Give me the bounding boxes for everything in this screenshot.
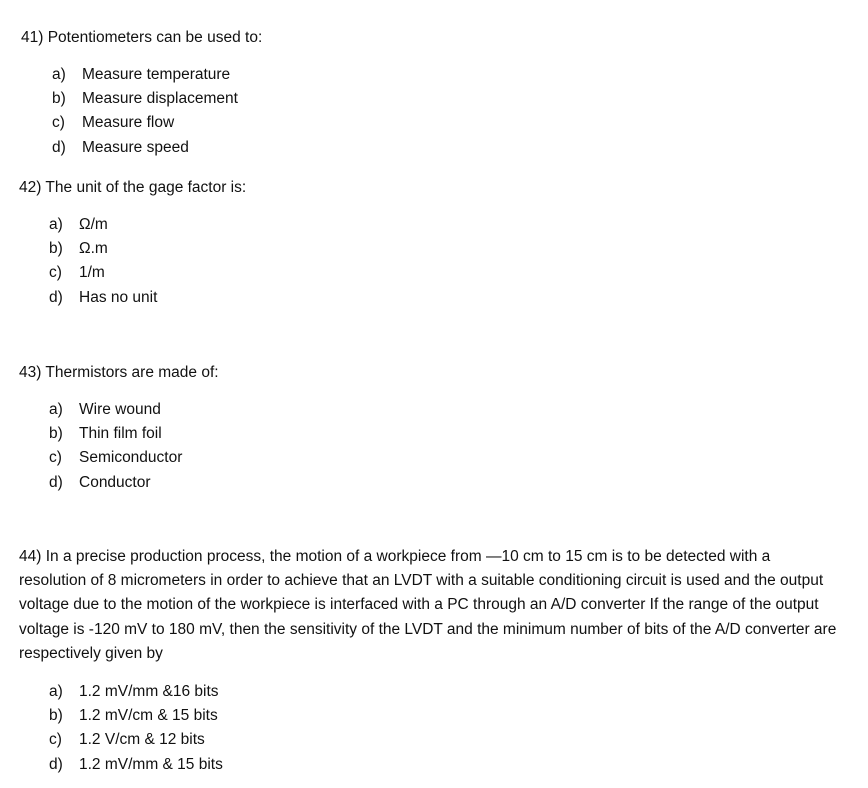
option-text: 1.2 V/cm & 12 bits <box>79 731 205 748</box>
option-text: Ω/m <box>79 216 108 233</box>
question-42-stem: 42) The unit of the gage factor is: <box>19 179 247 196</box>
option-text: 1.2 mV/mm & 15 bits <box>79 756 223 773</box>
option-text: Measure flow <box>82 114 175 131</box>
option-letter: b) <box>49 425 63 442</box>
option-text: Measure speed <box>82 139 189 156</box>
option-letter: c) <box>49 731 62 748</box>
option-text: Semiconductor <box>79 449 183 466</box>
option-text: Measure temperature <box>82 66 231 83</box>
option-text: Ω.m <box>79 240 108 257</box>
option-letter: b) <box>52 90 66 107</box>
option-letter: c) <box>49 264 62 281</box>
option-letter: c) <box>52 114 65 131</box>
option-letter: d) <box>49 289 63 306</box>
question-43-stem: 43) Thermistors are made of: <box>19 364 219 381</box>
option-text: Has no unit <box>79 289 158 306</box>
option-letter: a) <box>49 216 63 233</box>
option-text: Measure displacement <box>82 90 238 107</box>
option-letter: b) <box>49 707 63 724</box>
option-letter: b) <box>49 240 63 257</box>
option-text: 1.2 mV/cm & 15 bits <box>79 707 218 724</box>
question-41-stem: 41) Potentiometers can be used to: <box>21 29 263 46</box>
option-text: 1.2 mV/mm &16 bits <box>79 683 219 700</box>
option-text: Thin film foil <box>79 425 162 442</box>
question-44-stem: 44) In a precise production process, the motion of a workpiece from —10 cm to 15 cm is to be detected with a resolution of 8 micrometers in order to achieve that an LVDT with a suitable conditioning circuit is used and the output voltage due to the motion of the workpiece is interfaced with a PC through an A/D converter If the range of the output voltage is -120 mV to 180 mV, then the sensitivity of the LVDT and the minimum number of bits of the A/D converter are respectively given by <box>19 548 837 662</box>
option-text: Wire wound <box>79 401 161 418</box>
option-letter: d) <box>52 139 66 156</box>
option-letter: d) <box>49 474 63 491</box>
option-letter: a) <box>49 401 63 418</box>
option-letter: d) <box>49 756 63 773</box>
option-letter: a) <box>49 683 63 700</box>
option-text: 1/m <box>79 264 105 281</box>
option-letter: c) <box>49 449 62 466</box>
option-letter: a) <box>52 66 66 83</box>
option-text: Conductor <box>79 474 151 491</box>
